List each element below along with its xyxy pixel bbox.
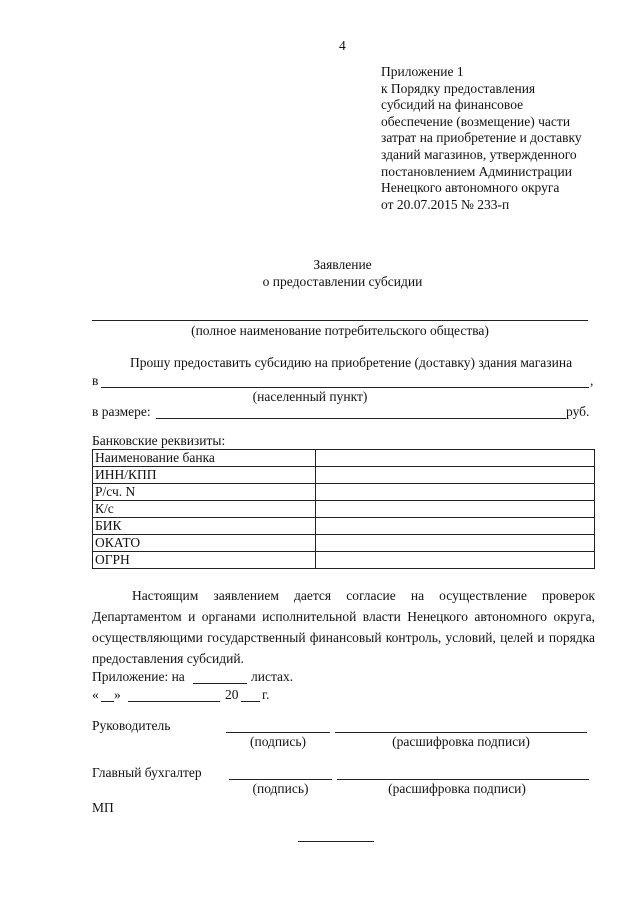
accountant-name-field[interactable] xyxy=(337,779,589,780)
request-text: Прошу предоставить субсидию на приобретение (доставку) здания магазина xyxy=(130,355,573,370)
appendix-line: Ненецкого автономного округа xyxy=(381,180,560,196)
date-quote-close: » xyxy=(114,687,121,702)
bank-field-value[interactable] xyxy=(316,450,595,467)
appendix-line: Приложение 1 xyxy=(381,64,464,79)
settlement-comma: , xyxy=(590,373,594,388)
bank-field-value[interactable] xyxy=(316,467,595,484)
table-row xyxy=(93,484,595,501)
bank-field-value[interactable] xyxy=(316,484,595,501)
accountant-label: Главный бухгалтер xyxy=(92,765,202,780)
document-title: Заявление xyxy=(313,257,372,272)
bank-field-label: Р/сч. N xyxy=(93,484,316,501)
attachment-suffix: листах. xyxy=(251,669,294,684)
consent-text: Настоящим заявлением дается согласие на осуществление проверок Департаментом и органами исполнительной власти Ненецкого автономного округа, осуществляющими государственный финансовый контроль, условий, целей и порядка предоставления субсидий. xyxy=(92,588,595,666)
bank-field-value[interactable] xyxy=(316,535,595,552)
table-row xyxy=(93,552,595,569)
bank-field-label: ИНН/КПП xyxy=(93,467,316,484)
bank-field-label: К/с xyxy=(93,501,316,518)
document-subtitle: о предоставлении субсидии xyxy=(262,274,423,289)
appendix-block xyxy=(381,64,582,213)
date-quote-open: « xyxy=(92,687,99,702)
amount-currency: руб. xyxy=(566,404,590,419)
head-label: Руководитель xyxy=(92,718,171,733)
page-number: 4 xyxy=(339,38,346,53)
stamp-label: МП xyxy=(92,800,114,815)
settlement-field[interactable] xyxy=(101,387,589,388)
settlement-caption: (населенный пункт) xyxy=(252,389,368,404)
bank-field-label: БИК xyxy=(93,518,316,535)
attachment-prefix: Приложение: на xyxy=(92,669,185,684)
bank-field-label: ОКАТО xyxy=(93,535,316,552)
appendix-line: к Порядку предоставления xyxy=(381,80,536,96)
bank-field-label: Наименование банка xyxy=(93,450,316,467)
accountant-name-caption: (расшифровка подписи) xyxy=(388,781,526,796)
bank-field-value[interactable] xyxy=(316,518,595,535)
date-month-field[interactable] xyxy=(128,701,220,702)
appendix-line: зданий магазинов, утвержденного xyxy=(381,146,577,162)
appendix-line: субсидий на финансовое xyxy=(381,97,524,113)
amount-label: в размере: xyxy=(92,404,151,419)
consent-paragraph xyxy=(92,585,595,669)
appendix-line: постановлением Администрации xyxy=(381,163,572,179)
table-row xyxy=(93,535,595,552)
closing-divider xyxy=(298,841,374,842)
head-name-caption: (расшифровка подписи) xyxy=(392,734,530,749)
table-row xyxy=(93,501,595,518)
settlement-prefix: в xyxy=(92,373,99,388)
org-name-field[interactable] xyxy=(92,320,588,321)
table-row xyxy=(93,450,595,467)
head-signature-field[interactable] xyxy=(226,732,330,733)
table-row xyxy=(93,518,595,535)
table-row xyxy=(93,467,595,484)
bank-field-label: ОГРН xyxy=(93,552,316,569)
org-name-caption: (полное наименование потребительского общества) xyxy=(191,323,489,338)
date-day-field[interactable] xyxy=(101,701,114,702)
head-name-field[interactable] xyxy=(335,732,587,733)
date-year-prefix: 20 xyxy=(225,687,239,702)
accountant-signature-field[interactable] xyxy=(229,779,332,780)
appendix-line: затрат на приобретение и доставку xyxy=(381,130,582,146)
accountant-signature-caption: (подпись) xyxy=(252,781,309,796)
bank-field-value[interactable] xyxy=(316,501,595,518)
attachment-sheets-field[interactable] xyxy=(193,683,247,684)
appendix-line: обеспечение (возмещение) части xyxy=(381,113,571,129)
bank-field-value[interactable] xyxy=(316,552,595,569)
head-signature-caption: (подпись) xyxy=(249,734,307,749)
date-year-suffix: г. xyxy=(262,687,270,702)
bank-heading: Банковские реквизиты: xyxy=(92,433,226,448)
bank-details-table xyxy=(92,449,595,569)
amount-field[interactable] xyxy=(156,418,566,419)
date-year-field[interactable] xyxy=(241,701,260,702)
appendix-line: от 20.07.2015 № 233-п xyxy=(381,196,510,212)
